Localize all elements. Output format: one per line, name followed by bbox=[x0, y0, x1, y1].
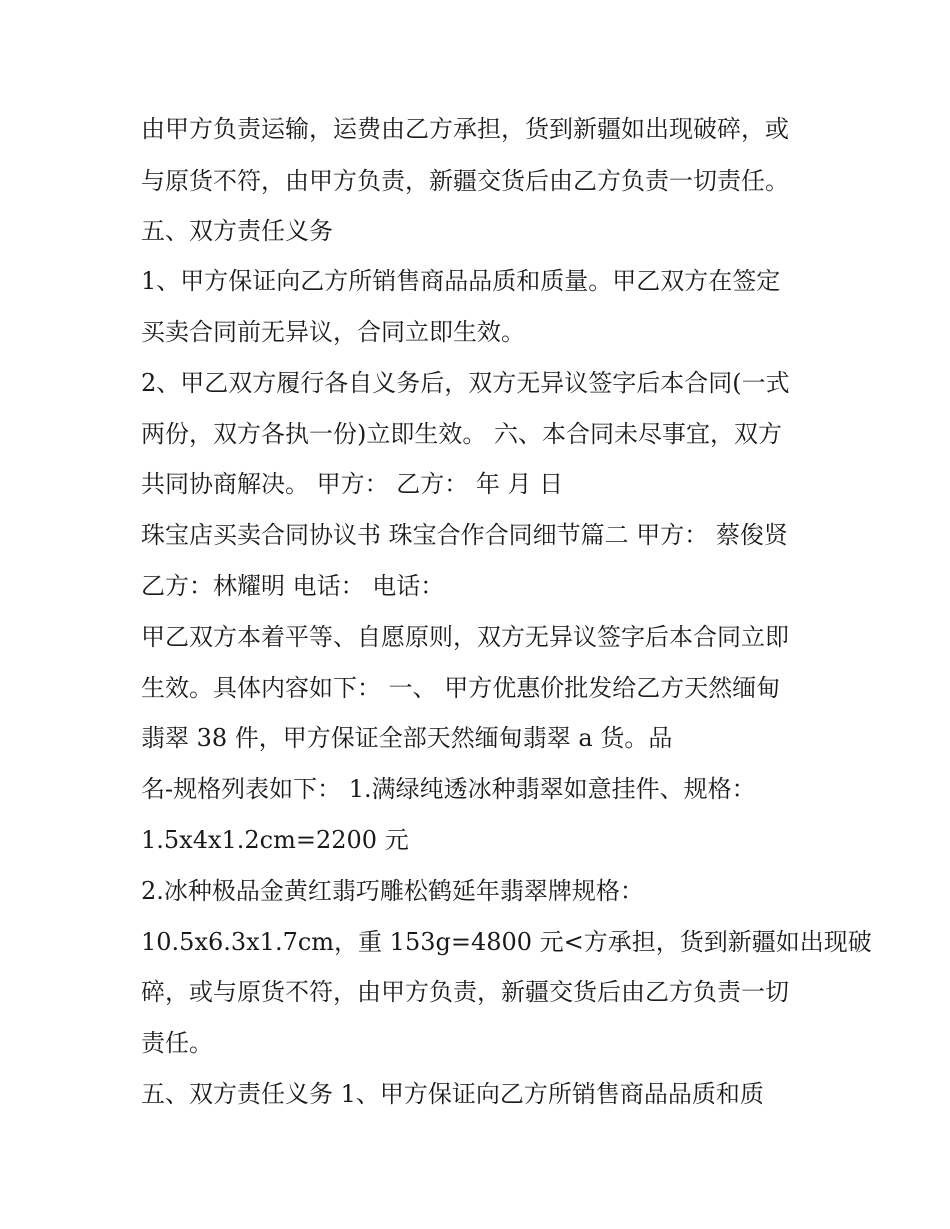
text-line: 翡翠 38 件，甲方保证全部天然缅甸翡翠 a 货。品 bbox=[141, 724, 673, 752]
text-line: 碎，或与原货不符，由甲方负责，新疆交货后由乙方负责一切 bbox=[141, 978, 789, 1006]
text-line: 2、甲乙双方履行各自义务后，双方无异议签字后本合同(一式 bbox=[141, 369, 790, 397]
text-line: 五、双方责任义务 1、甲方保证向乙方所销售商品品质和质 bbox=[141, 1080, 764, 1108]
text-line: 10.5x6.3x1.7cm，重 153g=4800 元<方承担，货到新疆如出现破 bbox=[141, 928, 872, 956]
text-line: 生效。具体内容如下： 一、 甲方优惠价批发给乙方天然缅甸 bbox=[141, 674, 781, 702]
text-line: 共同协商解决。 甲方： 乙方： 年 月 日 bbox=[141, 470, 564, 498]
text-line: 两份，双方各执一份)立即生效。 六、本合同未尽事宜，双方 bbox=[141, 420, 782, 448]
text-line: 1.5x4x1.2cm=2200 元 bbox=[141, 826, 409, 854]
text-line: 甲乙双方本着平等、自愿原则，双方无异议签字后本合同立即 bbox=[141, 623, 789, 651]
text-line: 乙方：林耀明 电话： 电话： bbox=[141, 572, 445, 600]
text-line: 珠宝店买卖合同协议书 珠宝合作合同细节篇二 甲方： 蔡俊贤 bbox=[141, 521, 788, 549]
text-line: 名-规格列表如下： 1.满绿纯透冰种翡翠如意挂件、规格： bbox=[141, 775, 756, 803]
text-line: 由甲方负责运输，运费由乙方承担，货到新疆如出现破碎，或 bbox=[141, 115, 789, 143]
text-line: 责任。 bbox=[141, 1029, 213, 1057]
text-line: 与原货不符，由甲方负责，新疆交货后由乙方负责一切责任。 bbox=[141, 167, 789, 195]
section-heading: 五、双方责任义务 bbox=[141, 217, 333, 245]
text-line: 买卖合同前无异议，合同立即生效。 bbox=[141, 318, 525, 346]
text-line: 2.冰种极品金黄红翡巧雕松鹤延年翡翠牌规格： bbox=[141, 877, 644, 905]
text-line: 1、甲方保证向乙方所销售商品品质和质量。甲乙双方在签定 bbox=[141, 267, 781, 295]
